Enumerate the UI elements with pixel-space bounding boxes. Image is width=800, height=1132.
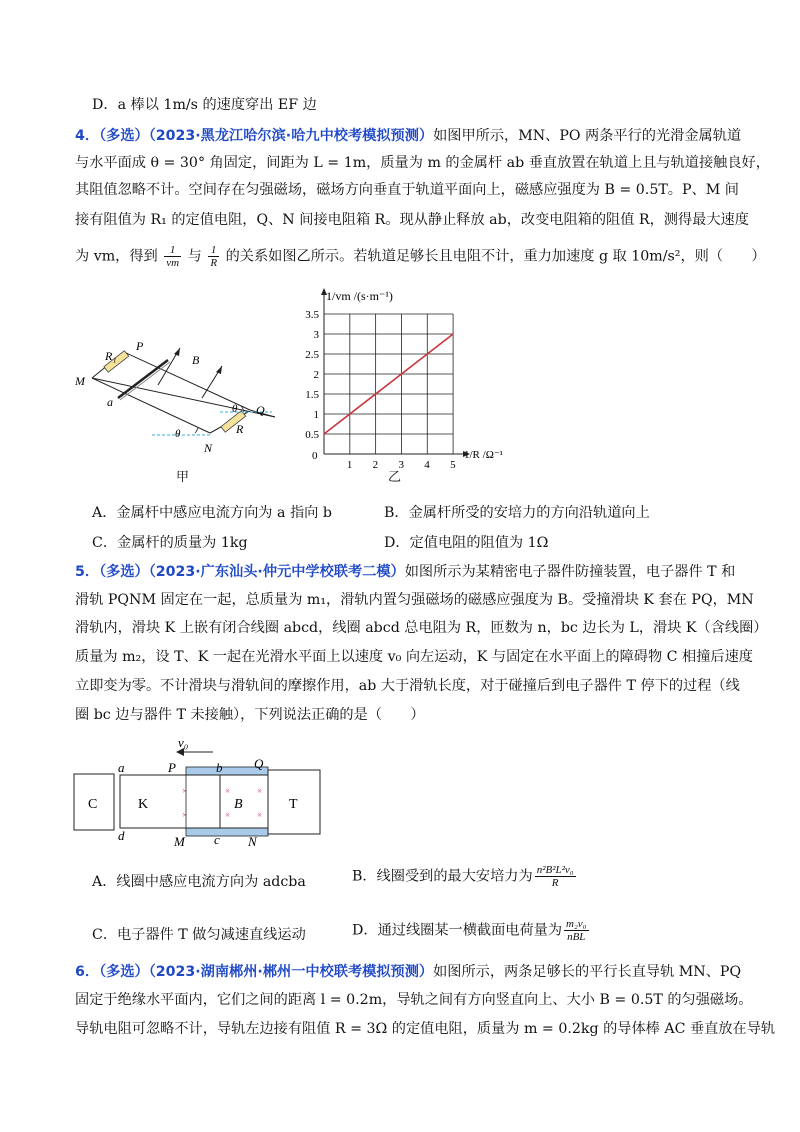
q5-option-d-fraction: $\frac{\text{m₂v₀}}{\text{nBL}}$ bbox=[566, 918, 587, 943]
label-q: Q bbox=[256, 403, 265, 417]
q5-option-b-fraction: $\frac{\text{n²B²L²v₀}}{R}$ bbox=[536, 864, 574, 889]
q6-number: 6． bbox=[75, 964, 100, 980]
q4-line-2: 与水平面成 θ = 30° 角固定，间距为 L = 1m，质量为 m 的金属杆 ab 垂直放置在轨道上且与轨道接触良好， bbox=[75, 155, 770, 171]
q5-line-5: 立即变为零。不计滑块与滑轨间的摩擦作用，ab 大于滑轨长度，对于碰撞后到电子器件 T 停下的过程（线 bbox=[75, 678, 740, 694]
svg-text:×: × bbox=[182, 786, 188, 796]
label-b: b bbox=[216, 760, 223, 775]
chart-y-tick-label: 1 bbox=[313, 409, 319, 421]
chart-y-tick-label: 2 bbox=[313, 369, 319, 381]
q4-source-tag: （多选）（2023·黑龙江哈尔滨·哈九中校考模拟预测） bbox=[99, 128, 434, 144]
q5-option-b[interactable]: B．线圈受到的最大安培力为 $\frac{\text{n²B²L²v₀}}{R}$ bbox=[352, 864, 574, 889]
q4-option-a[interactable]: A．金属杆中感应电流方向为 a 指向 b bbox=[92, 505, 332, 521]
chart-series-line bbox=[324, 334, 453, 434]
q4-figure-incline bbox=[70, 330, 280, 490]
prev-option-d: D．a 棒以 1m/s 的速度穿出 EF 边 bbox=[92, 97, 317, 113]
chart-y-tick-label: 2.5 bbox=[305, 349, 319, 361]
q5-line-3: 滑轨内，滑块 K 上嵌有闭合线圈 abcd，线圈 abcd 总电阻为 R，匝数为 n，bc 边长为 L，滑块 K（含线圈） bbox=[75, 620, 768, 636]
q6-line-2: 固定于绝缘水平面内，它们之间的距离 l = 0.2m，导轨之间有方向竖直向上、大小 B = 0.5T 的匀强磁场。 bbox=[75, 992, 753, 1008]
q5-option-a[interactable]: A．线圈中感应电流方向为 adcba bbox=[92, 874, 306, 890]
q4-fraction-1-over-r: $\frac{1}{R}$ bbox=[210, 244, 218, 269]
q6-text-1: 如图所示，两条足够长的平行长直导轨 MN、PQ bbox=[433, 964, 742, 980]
svg-text:×: × bbox=[257, 810, 263, 820]
label-m: M bbox=[174, 834, 185, 849]
q4-option-b[interactable]: B．金属杆所受的安培力的方向沿轨道向上 bbox=[384, 505, 650, 521]
q5-number: 5． bbox=[75, 564, 100, 580]
q5-text-1: 如图所示为某精密电子器件防撞装置，电子器件 T 和 bbox=[404, 564, 736, 580]
svg-text:×: × bbox=[182, 810, 188, 820]
chart-y-tick-label: 3.5 bbox=[305, 309, 319, 321]
q4-option-c[interactable]: C．金属杆的质量为 1kg bbox=[92, 535, 248, 551]
q5-line-6: 圈 bc 边与器件 T 未接触），下列说法正确的是（ ） bbox=[75, 707, 425, 723]
label-b-field: B bbox=[192, 353, 200, 367]
q4-text-5a: 为 vm，得到 bbox=[75, 248, 158, 265]
label-r: R bbox=[236, 422, 244, 436]
q4-chart bbox=[296, 282, 503, 482]
q4-text-1: 如图甲所示，MN、PO 两条平行的光滑金属轨道 bbox=[433, 128, 742, 144]
q5-line-1 bbox=[75, 562, 735, 582]
q6-line-3: 导轨电阻可忽略不计，导轨左边接有阻值 R = 3Ω 的定值电阻，质量为 m = 0.2kg 的导体棒 AC 垂直放在导轨 bbox=[75, 1021, 776, 1037]
q5-line-4: 质量为 m₂，设 T、K 一起在光滑水平面上以速度 v₀ 向左运动，K 与固定在水平面上的障碍物 C 相撞后速度 bbox=[75, 649, 753, 665]
chart-x-tick-label: 1 bbox=[346, 459, 353, 471]
label-n: N bbox=[204, 441, 213, 455]
label-theta-1: θ bbox=[232, 403, 238, 415]
label-theta-2: θ bbox=[175, 428, 181, 440]
label-b-field: B bbox=[234, 797, 243, 812]
q4-number: 4． bbox=[75, 128, 100, 144]
chart-y-tick-label: 3 bbox=[313, 329, 319, 341]
label-a: a bbox=[107, 395, 113, 409]
svg-text:×: × bbox=[257, 786, 263, 796]
chart-ylabel: 1/vm /(s·m⁻¹) bbox=[326, 289, 393, 303]
label-c: C bbox=[88, 797, 98, 812]
q4-option-d[interactable]: D．定值电阻的阻值为 1Ω bbox=[384, 535, 549, 551]
q4-line-4: 接有阻值为 R₁ 的定值电阻，Q、N 间接电阻箱 R。现从静止释放 ab，改变电阻箱的阻值 R，测得最大速度 bbox=[75, 212, 749, 228]
chart-y-tick-label: 1.5 bbox=[305, 389, 319, 401]
label-c-corner: c bbox=[214, 832, 220, 847]
label-n: N bbox=[248, 834, 257, 849]
chart-y-tick-label: 0.5 bbox=[305, 429, 319, 441]
chart-origin-label: 0 bbox=[312, 450, 318, 462]
label-d: d bbox=[118, 828, 125, 843]
q4-line-3: 其阻值忽略不计。空间存在匀强磁场，磁场方向垂直于轨道平面向上，磁感应强度为 B = 0.5T。P、M 间 bbox=[75, 182, 739, 198]
svg-text:×: × bbox=[225, 786, 231, 796]
svg-text:×: × bbox=[225, 810, 231, 820]
fig-jia-caption: 甲 bbox=[176, 470, 190, 485]
chart-xlabel: 1/R /Ω⁻¹ bbox=[464, 449, 503, 461]
label-r1: R₁ bbox=[105, 349, 117, 363]
q4-line-1 bbox=[75, 126, 741, 146]
label-q: Q bbox=[254, 756, 264, 771]
q4-text-5c: 的关系如图乙所示。若轨道足够长且电阻不计，重力加速度 g 取 10m/s²，则（ ） bbox=[225, 248, 766, 265]
label-p: P bbox=[136, 339, 144, 353]
chart-x-tick-label: 2 bbox=[372, 459, 379, 471]
q5-option-c[interactable]: C．电子器件 T 做匀减速直线运动 bbox=[92, 927, 306, 943]
q4-text-5b: 与 bbox=[187, 248, 202, 265]
q6-source-tag: （多选）（2023·湖南郴州·郴州一中校联考模拟预测） bbox=[99, 964, 434, 980]
label-k: K bbox=[138, 797, 149, 812]
label-v0: v₀ bbox=[178, 735, 189, 750]
chart-x-tick-label: 5 bbox=[450, 459, 456, 471]
q5-figure-device bbox=[68, 732, 358, 852]
label-t: T bbox=[289, 797, 298, 812]
q4-line-5 bbox=[75, 244, 766, 269]
fig-yi-caption: 乙 bbox=[388, 470, 402, 485]
chart-x-tick-label: 3 bbox=[398, 459, 404, 471]
chart-x-tick-label: 4 bbox=[424, 459, 430, 471]
label-m: M bbox=[75, 374, 85, 388]
label-p: P bbox=[168, 760, 176, 775]
q5-option-d[interactable]: D．通过线圈某一横截面电荷量为 $\frac{\text{m₂v₀}}{\text{nBL}}$ bbox=[352, 918, 587, 943]
q5-line-2: 滑轨 PQNM 固定在一起，总质量为 m₁，滑轨内置匀强磁场的磁感应强度为 B。受撞滑块 K 套在 PQ，MN bbox=[75, 592, 754, 608]
q4-fraction-1-over-vm: $\frac{1}{vm}$ bbox=[166, 244, 180, 269]
q5-source-tag: （多选）（2023·广东汕头·仲元中学校联考二模） bbox=[99, 564, 405, 580]
q6-line-1 bbox=[75, 962, 741, 982]
label-a: a bbox=[118, 760, 125, 775]
